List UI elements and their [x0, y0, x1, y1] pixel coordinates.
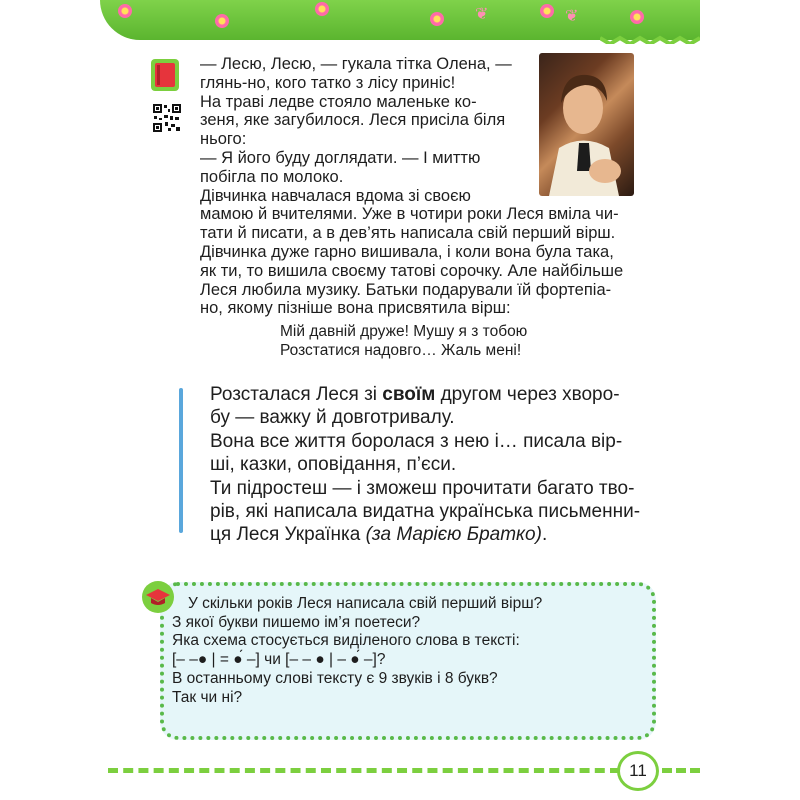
story-line: тати й писати, а в дев’ять написала свій перший вірш.: [200, 224, 616, 243]
story-line: як ти, то вишила своєму татові сорочку. Але найбільше: [200, 261, 624, 280]
story-line: — Я його буду доглядати. — І миттю: [200, 148, 481, 167]
blue-margin-bar: [179, 388, 183, 533]
story-line: зеня, яке загубилося. Леся присіла біля: [200, 111, 506, 130]
story-line: нього:: [200, 130, 247, 149]
highlighted-word: своїм: [382, 384, 436, 405]
graduation-cap-icon: [141, 580, 175, 614]
story-line: но, якому пізніше вона присвятила вірш:: [200, 299, 511, 318]
poem-line: Розстатися надовго… Жаль мені!: [280, 342, 522, 360]
flower-icon: [540, 4, 554, 18]
sound-scheme: [– –● | = ●́ –] чи [– – ● | – ●́ –]?: [172, 651, 386, 669]
question: Яка схема стосується виділеного слова в тексті:: [172, 632, 520, 650]
poem-line: Мій давній друже! Мушу я з тобою: [280, 323, 528, 341]
story-line: — Лесю, Лесю, — гукала тітка Олена, —: [200, 55, 512, 73]
source-citation: (за Марією Братко): [365, 524, 542, 546]
footer-dashes: [662, 768, 700, 773]
story-line: На траві ледве стояло маленьке ко-: [200, 92, 477, 111]
story-line: побігла по молоко.: [200, 167, 344, 186]
questions-list: [172, 595, 642, 707]
poem-quote: [280, 322, 645, 360]
story-text: [200, 55, 645, 360]
flower-icon: [430, 12, 444, 26]
flower-icon: [315, 2, 329, 16]
story-line: Леся любила музику. Батьки подарували їй фортепіа-: [200, 280, 612, 299]
text-line: Розсталася Леся зі своїм другом через хворо-: [210, 384, 620, 405]
page-number: 11: [617, 751, 659, 791]
question: Так чи ні?: [172, 688, 243, 706]
text-line: рів, які написала видатна українська письменни-: [210, 501, 641, 523]
story-line: Дівчинка навчалася вдома зі своєю: [200, 186, 471, 205]
question: В останньому слові тексту є 9 звуків і 8 букв?: [172, 669, 498, 687]
butterfly-icon: ❦: [565, 8, 579, 25]
text-line: ця Леся Українка (за Марією Братко).: [210, 524, 548, 546]
story-line: мамою й вчителями. Уже в чотири роки Леся вміла чи-: [200, 205, 619, 224]
text-line: Вона все життя боролася з нею і… писала вір-: [210, 430, 623, 452]
story-line: Дівчинка дуже гарно вишивала, і коли вона була така,: [200, 242, 614, 261]
flower-icon: [118, 4, 132, 18]
butterfly-icon: ❦: [475, 6, 489, 23]
conclusion-text: [210, 383, 650, 547]
question: З якої букви пишемо ім’я поетеси?: [172, 613, 421, 631]
zigzag-border: [600, 0, 700, 44]
qr-code-icon: [152, 103, 182, 133]
question: У скільки років Леся написала свій перший вірш?: [188, 595, 543, 612]
book-icon: [150, 58, 180, 92]
text-line: бу — важку й довготривалу.: [210, 407, 455, 429]
text-line: Ти підростеш — і зможеш прочитати багато тво-: [210, 477, 635, 499]
flower-icon: [215, 14, 229, 28]
story-line: глянь-но, кого татко з лісу приніс!: [200, 73, 456, 92]
text-line: ші, казки, оповідання, п’єси.: [210, 454, 457, 476]
footer-dashes: [108, 768, 620, 773]
